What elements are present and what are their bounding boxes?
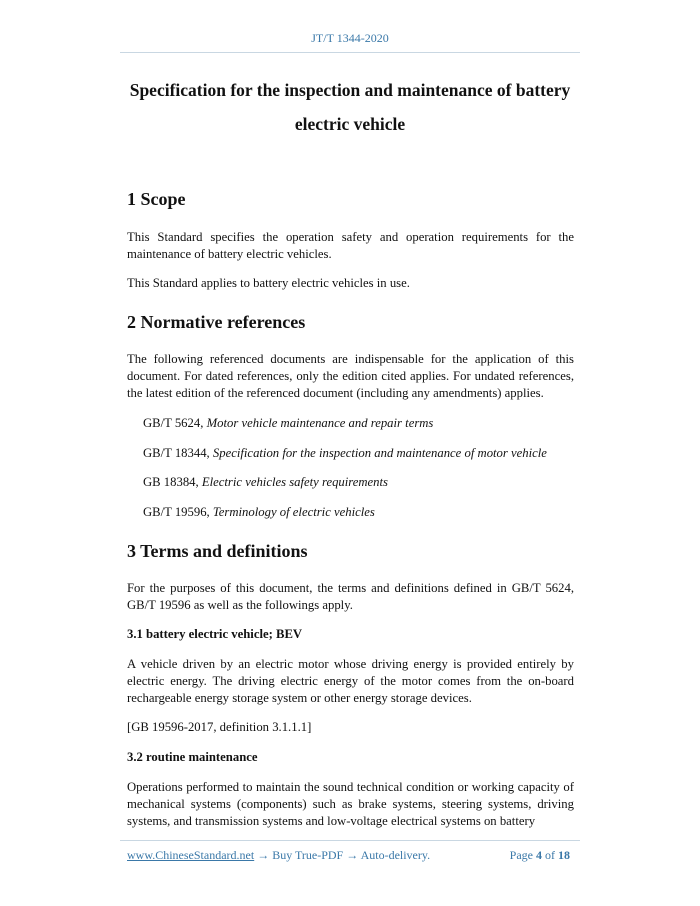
footer-rule [120, 840, 580, 841]
title-line-2: electric vehicle [294, 114, 406, 134]
section-heading-terms: 3 Terms and definitions [127, 541, 308, 561]
page-number: 4 [536, 848, 542, 862]
document-code-header: JT/T 1344-2020 [311, 31, 389, 45]
reference-item [143, 415, 433, 432]
reference-title: Terminology of electric vehicles [212, 505, 375, 519]
reference-item [143, 445, 547, 462]
reference-title: Specification for the inspection and maintenance of motor vehicle [212, 446, 547, 460]
header-rule [120, 52, 580, 53]
of-label: of [545, 848, 555, 862]
footer-tagline: → Buy True-PDF → Auto-delivery. [254, 848, 431, 862]
term-definition-bev: A vehicle driven by an electric motor whose driving energy is provided entirely by electric energy. The driving electric energy of the motor comes from the on-board rechargeable energy storage system or other energy storage devices. [127, 657, 574, 705]
reference-code: GB/T 18344, [143, 446, 210, 460]
reference-code: GB/T 19596, [143, 505, 210, 519]
reference-code: GB 18384, [143, 475, 199, 489]
reference-title: Electric vehicles safety requirements [201, 475, 388, 489]
normative-intro: The following referenced documents are indispensable for the application of this document. For dated references, only the edition cited applies. For undated references, the latest edition of the referenced document (including any amendments) applies. [127, 352, 574, 400]
website-link[interactable]: www.ChineseStandard.net [127, 848, 255, 862]
document-title [90, 73, 610, 141]
term-heading-bev: 3.1 battery electric vehicle; BEV [127, 627, 303, 641]
section-heading-scope: 1 Scope [127, 189, 186, 209]
section-heading-normative: 2 Normative references [127, 312, 306, 332]
page-footer [127, 848, 574, 863]
page-indicator [510, 848, 570, 863]
term-heading-routine-maintenance: 3.2 routine maintenance [127, 750, 258, 764]
scope-paragraph-2: This Standard applies to battery electric vehicles in use. [127, 276, 410, 290]
terms-intro: For the purposes of this document, the terms and definitions defined in GB/T 5624, GB/T 19596 as well as the followings apply. [127, 581, 574, 612]
scope-paragraph-1: This Standard specifies the operation safety and operation requirements for the maintenance of battery electric vehicles. [127, 230, 574, 261]
page-total: 18 [558, 848, 570, 862]
reference-code: GB/T 5624, [143, 416, 204, 430]
page-label: Page [509, 848, 533, 862]
reference-item [143, 474, 388, 491]
reference-item [143, 504, 375, 521]
term-definition-routine-maintenance: Operations performed to maintain the sound technical condition or working capacity of mechanical systems (components) such as brake systems, steering systems, driving systems, and transmission systems and low-voltage electrical systems on battery [127, 780, 574, 828]
reference-title: Motor vehicle maintenance and repair terms [206, 416, 434, 430]
term-source-bev: [GB 19596-2017, definition 3.1.1.1] [127, 720, 312, 734]
title-line-1: Specification for the inspection and maintenance of battery [129, 80, 571, 100]
